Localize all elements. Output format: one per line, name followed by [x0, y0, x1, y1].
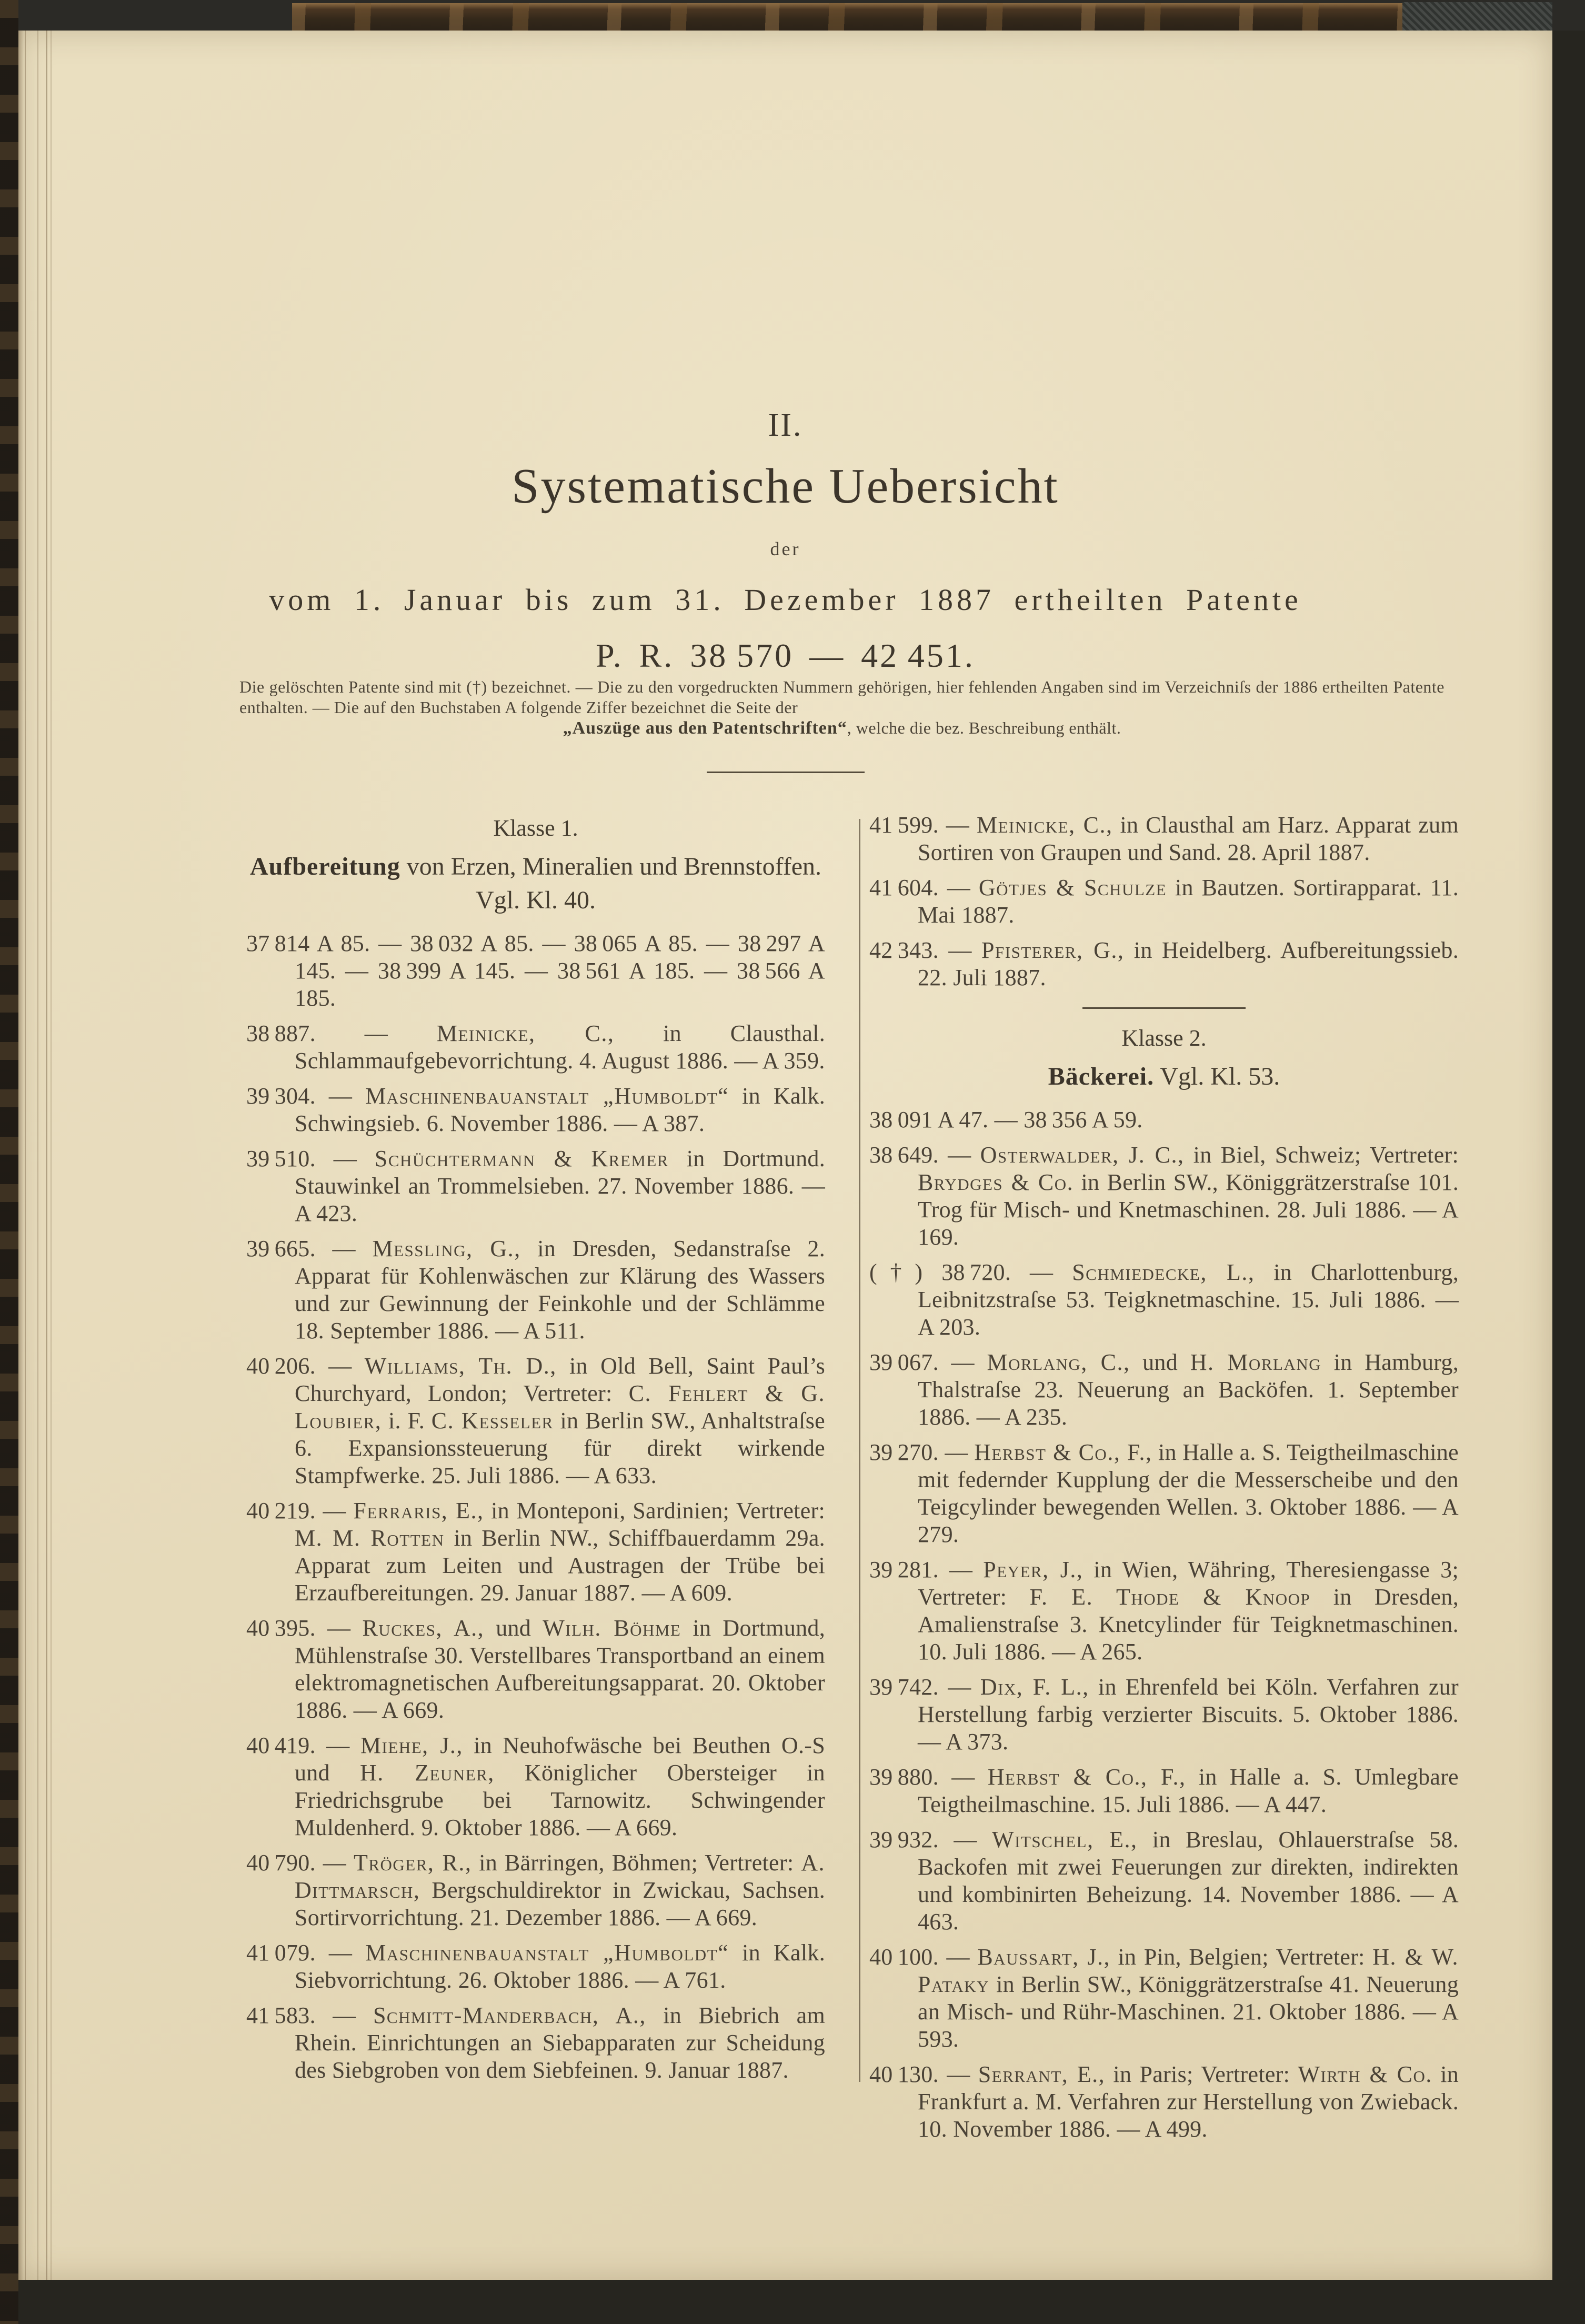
patentee-name: Wirth & Co.: [1298, 2061, 1432, 2087]
title-pr-number-range: P. R. 38 570 — 42 451.: [596, 637, 975, 674]
scanned-page: [18, 31, 1552, 2280]
note-bold: „Auszüge aus den Patentschriften“: [563, 718, 847, 738]
patent-entry: 39 270. — Herbst & Co., F., in Halle a. S. Teigtheilmaschine mit federnder Kupplung der die Messerscheibe und den Teigcylinder bewegenden Wellen. 3. Oktober 1886. — A 279.: [869, 1439, 1459, 1547]
title-rule: [707, 772, 865, 773]
note-tail: , welche die bez. Beschreibung enthält.: [847, 718, 1121, 737]
patentee-name: Götjes & Schulze: [978, 875, 1167, 900]
patentee-name: Schmitt-Manderbach, A.,: [373, 2002, 646, 2028]
patent-entry: 41 079. — Maschinenbauanstalt „Humboldt“ in Kalk. Siebvorrichtung. 26. Oktober 1886. — A 761.: [246, 1940, 825, 1993]
patentee-name: H. Morlang: [1190, 1349, 1322, 1375]
patent-entry: 40 206. — Williams, Th. D., in Old Bell, Saint Paul’s Churchyard, London; Vertreter: C. Fehlert & G. Loubier, i. F. C. Kesseler in Berlin SW., Anhaltstraſse 6. Expansionssteuerung für direkt wirkende Stampfwerke. 25. Juli 1886. — A 633.: [246, 1353, 826, 1488]
text-columns: [246, 812, 1462, 2232]
patentee-name: Ferraris, E.,: [353, 1498, 484, 1524]
patent-entry: 39 281. — Peyer, J., in Wien, Währing, Theresiengasse 3; Vertreter: F. E. Thode & Knoop in Dresden, Amalienstraſse 3. Knetcylinder für Teigknetmaschinen. 10. Juli 1886. — A 265.: [869, 1557, 1459, 1665]
patent-entry: 39 510. — Schüchtermann & Kremer in Dortmund. Stauwinkel an Trommelsieben. 27. November 1886. — A 423.: [246, 1146, 825, 1226]
patentee-name: Ruckes, A.,: [362, 1615, 485, 1641]
patentee-name: Tröger, R.,: [353, 1850, 472, 1876]
page-title: Systematische Uebersicht: [511, 459, 1059, 514]
patentee-name: C. Kesseler: [431, 1408, 554, 1434]
patentee-name: Pfisterer, G.,: [981, 937, 1125, 963]
left-column: [246, 812, 825, 2092]
title-der: der: [770, 538, 801, 559]
patentee-name: Dix, F. L.,: [980, 1674, 1089, 1700]
book-binding-top-edge: [0, 0, 1585, 31]
class-subtitle-title: Aufbereitung: [249, 853, 400, 880]
patent-entry: 39 880. — Herbst & Co., F., in Halle a. S. Umlegbare Teigtheilmaschine. 15. Juli 1886. — A 447.: [869, 1764, 1459, 1817]
column-divider-rule: [859, 819, 860, 2082]
title-patent-range: vom 1. Januar bis zum 31. Dezember 1887 ertheilten Patente: [269, 583, 1302, 617]
patentee-name: Morlang, C.,: [987, 1349, 1130, 1375]
patentee-name: A. Dittmarsch,: [295, 1850, 826, 1903]
patentee-name: Meinicke, C.,: [977, 812, 1113, 838]
patentee-name: Witschel, E.,: [992, 1827, 1138, 1852]
patentee-name: Schüchtermann & Kremer: [374, 1146, 669, 1171]
patentee-name: F. E. Thode & Knoop: [1029, 1584, 1311, 1610]
patentee-name: Maschinenbauanstalt „Humboldt“: [365, 1940, 729, 1966]
patent-entry: 41 583. — Schmitt-Manderbach, A., in Biebrich am Rhein. Einrichtungen an Siebapparaten zur Scheidung des Siebgroben von dem Siebfeinen. 9. Januar 1887.: [246, 2002, 825, 2083]
class-subtitle-title: Bäckerei.: [1048, 1063, 1155, 1090]
patentee-name: Brydges & Co.: [918, 1169, 1074, 1195]
patentee-name: Williams, Th. D.,: [364, 1353, 557, 1379]
class-subtitle: Aufbereitung von Erzen, Mineralien und Brennstoffen. Vgl. Kl. 40.: [249, 853, 822, 914]
patentee-name: Peyer, J.,: [983, 1557, 1084, 1582]
class-heading: Klasse 2.: [1121, 1025, 1207, 1051]
patentee-name: H. & W. Pataky: [918, 1944, 1459, 1997]
patent-entry: 40 790. — Tröger, R., in Bärringen, Böhmen; Vertreter: A. Dittmarsch, Bergschuldirektor in Zwickau, Sachsen. Sortirvorrichtung. 21. Dezember 1886. — A 669.: [246, 1850, 826, 1930]
note-paragraph: [239, 677, 1444, 718]
patent-entry: 40 130. — Serrant, E., in Paris; Vertreter: Wirth & Co. in Frankfurt a. M. Verfahren zur Herstellung von Zwieback. 10. November 1886. — A 499.: [869, 2061, 1459, 2142]
patent-entry: 39 932. — Witschel, E., in Breslau, Ohlauerstraſse 58. Backofen mit zwei Feuerungen zur direkten, indirekten und kombinirten Beheizung. 14. November 1886. — A 463.: [869, 1827, 1459, 1935]
patentee-name: C. Fehlert & G. Loubier,: [295, 1380, 826, 1434]
patentee-name: Herbst & Co., F.,: [974, 1439, 1152, 1465]
class-heading: Klasse 1.: [493, 815, 578, 841]
patent-entry: 41 604. — Götjes & Schulze in Bautzen. Sortirapparat. 11. Mai 1887.: [869, 875, 1459, 928]
patentee-name: Wilh. Böhme: [543, 1615, 681, 1641]
patentee-name: Messling, G.,: [372, 1236, 521, 1261]
class-subtitle: Bäckerei. Vgl. Kl. 53.: [1048, 1063, 1280, 1090]
patent-entry: (†) 38 720. — Schmiedecke, L., in Charlottenburg, Leibnitzstraſse 53. Teigknetmaschine. 15. Juli 1886. — A 203.: [869, 1259, 1459, 1340]
patentee-name: Herbst & Co., F.,: [987, 1764, 1186, 1790]
patent-entry: 40 395. — Ruckes, A., und Wilh. Böhme in Dortmund, Mühlenstraſse 30. Verstellbares Transportband an einem elektromagnetischen Aufbereitungsapparat. 20. Oktober 1886. — A 669.: [246, 1615, 825, 1723]
patentee-name: Baussart, J.,: [977, 1944, 1110, 1970]
patentee-name: Miehe, J.,: [360, 1732, 463, 1758]
patent-entry: 38 649. — Osterwalder, J. C., in Biel, Schweiz; Vertreter: Brydges & Co. in Berlin SW., Königgrätzerstraſse 101. Trog für Misch- und Knetmaschinen. 28. Juli 1886. — A 169.: [869, 1142, 1459, 1250]
patent-entry: 42 343. — Pfisterer, G., in Heidelberg. Aufbereitungssieb. 22. Juli 1887.: [869, 937, 1459, 990]
patent-entry: 38 887. — Meinicke, C., in Clausthal. Schlammaufgebevorrichtung. 4. August 1886. — A 359.: [246, 1020, 825, 1074]
right-column: [869, 812, 1459, 2151]
patent-entry: 40 419. — Miehe, J., in Neuhofwäsche bei Beuthen O.-S und H. Zeuner, Königlicher Obersteiger in Friedrichsgrube bei Tarnowitz. Schwingender Muldenherd. 9. Oktober 1886. — A 669.: [246, 1732, 825, 1840]
patentee-name: Maschinenbauanstalt „Humboldt“: [365, 1083, 729, 1109]
patentee-name: H. Zeuner,: [360, 1760, 495, 1786]
patentee-name: Schmiedecke, L.,: [1072, 1259, 1255, 1285]
patent-entry: 39 665. — Messling, G., in Dresden, Sedanstraſse 2. Apparat für Kohlenwäschen zur Klärung des Wassers und zur Gewinnung der Feinkohle und der Schlämme 18. September 1886. — A 511.: [246, 1236, 826, 1344]
page-edge-crease-lines: [18, 31, 66, 2280]
binding-cloth-strip: [1402, 2, 1552, 31]
patent-entry: 39 067. — Morlang, C., und H. Morlang in Hamburg, Thalstraſse 23. Neuerung an Backöfen. 1. September 1886. — A 235.: [869, 1349, 1459, 1430]
section-number: II.: [768, 407, 803, 443]
note-bold-line: [239, 718, 1444, 738]
patent-entry: 39 742. — Dix, F. L., in Ehrenfeld bei Köln. Verfahren zur Herstellung farbig verzierter Biscuits. 5. Oktober 1886. — A 373.: [869, 1674, 1459, 1755]
patent-entry: 40 219. — Ferraris, E., in Monteponi, Sardinien; Vertreter: M. M. Rotten in Berlin NW., Schiffbauerdamm 29a. Apparat zum Leiten und Austragen der Trübe bei Erzaufbereitungen. 29. Januar 1887. — A 609.: [246, 1498, 826, 1606]
patentee-name: Serrant, E.,: [978, 2061, 1106, 2087]
binding-leather-strip: [292, 3, 1402, 31]
title-block: [18, 407, 1552, 675]
patentee-name: Osterwalder, J. C.,: [980, 1142, 1185, 1168]
patentee-name: Meinicke, C.,: [436, 1020, 615, 1046]
patent-entry: 41 599. — Meinicke, C., in Clausthal am Harz. Apparat zum Sortiren von Graupen und Sand. 28. April 1887.: [869, 812, 1459, 865]
reference-numbers: 38 091 A 47. — 38 356 A 59.: [869, 1107, 1143, 1133]
patent-entry: 39 304. — Maschinenbauanstalt „Humboldt“ in Kalk. Schwingsieb. 6. November 1886. — A 387.: [246, 1083, 825, 1136]
note-text: Die gelöschten Patente sind mit (†) bezeichnet. — Die zu den vorgedruckten Nummern gehörigen, hier fehlenden Angaben sind im Verzeichniſs der 1886 ertheilten Patente enthalten. — Die auf den Buchstaben A folgende Ziffer bezeichnet die Seite der: [239, 677, 1444, 717]
patent-entry: 40 100. — Baussart, J., in Pin, Belgien; Vertreter: H. & W. Pataky in Berlin SW., Königgrätzerstraſse 41. Neuerung an Misch- und Rühr-Maschinen. 21. Oktober 1886. — A 593.: [869, 1944, 1459, 2052]
section-divider-rule: [1082, 1007, 1246, 1009]
patentee-name: M. M. Rotten: [295, 1525, 445, 1551]
reference-numbers: 37 814 A 85. — 38 032 A 85. — 38 065 A 85. — 38 297 A 145. — 38 399 A 145. — 38 561 A 185. — 38 566 A 185.: [246, 930, 825, 1011]
book-binding-left-edge: [0, 0, 18, 2324]
